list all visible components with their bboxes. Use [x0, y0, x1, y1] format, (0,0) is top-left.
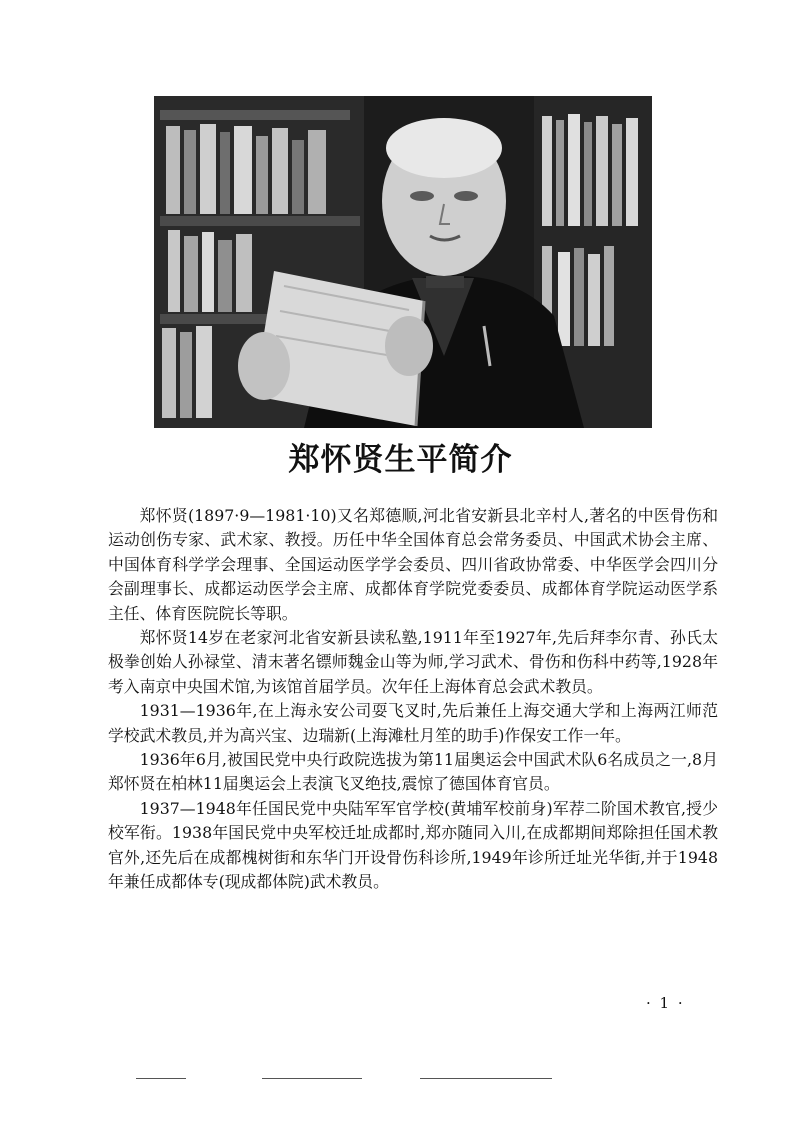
- portrait-photo: [154, 96, 652, 428]
- page-title: 郑怀贤生平简介: [288, 442, 513, 478]
- paragraph: 郑怀贤(1897·9—1981·10)又名郑德顺,河北省安新县北辛村人,著名的中医骨伤和运动创伤专家、武术家、教授。历任中华全国体育总会常务委员、中国武术协会主席、中国体育科学学会理事、全国运动医学学会委员、四川省政协常委、中华医学会四川分会副理事长、成都运动医学会主席、成都体育学院党委委员、成都体育学院运动医学系主任、体育医院院长等职。: [108, 506, 718, 623]
- paragraph: 1937—1948年任国民党中央陆军军官学校(黄埔军校前身)军荐二阶国术教官,授少校军衔。1938年国民党中央军校迁址成都时,郑亦随同入川,在成都期间郑除担任国术教官外,还先后在成都槐树街和东华门开设骨伤科诊所,1949年诊所迁址光华街,并于1948年兼任成都体专(现成都体院)武术教员。: [108, 798, 718, 892]
- paragraph: 1936年6月,被国民党中央行政院选拔为第11届奥运会中国武术队6名成员之一,8月郑怀贤在柏林11届奥运会上表演飞叉绝技,震惊了德国体育官员。: [108, 750, 718, 794]
- footer-rule: [420, 1078, 552, 1079]
- paragraph: 1931—1936年,在上海永安公司耍飞叉时,先后兼任上海交通大学和上海两江师范学校武术教员,并为高兴宝、边瑞新(上海滩杜月笙的助手)作保安工作一年。: [108, 701, 718, 745]
- portrait-photo-graphic: [154, 96, 652, 428]
- page-number: · 1 ·: [646, 994, 685, 1012]
- biography-text: [108, 504, 718, 895]
- footer-rule: [136, 1078, 186, 1079]
- paragraph: 郑怀贤14岁在老家河北省安新县读私塾,1911年至1927年,先后拜李尔青、孙氏太极拳创始人孙禄堂、清末著名镖师魏金山等为师,学习武术、骨伤和伤科中药等,1928年考入南京中央国术馆,为该馆首届学员。次年任上海体育总会武术教员。: [108, 628, 718, 696]
- footer-rule: [262, 1078, 362, 1079]
